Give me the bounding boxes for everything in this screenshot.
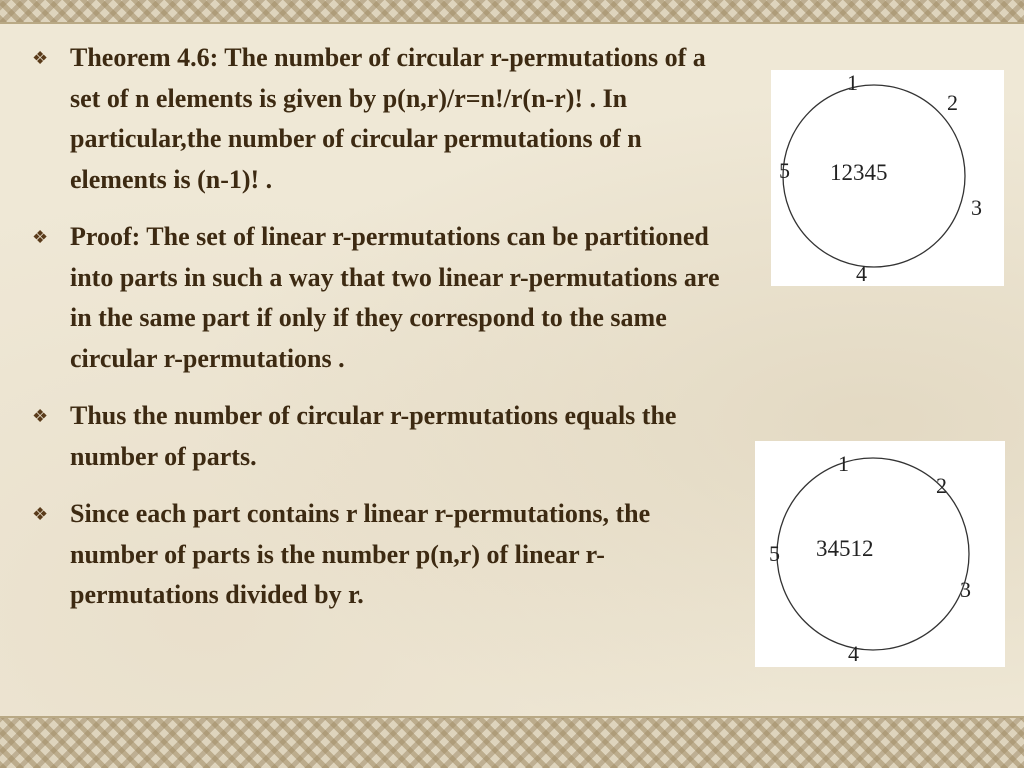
bullet-text: Thus the number of circular r-permutations equals the number of parts. [70, 401, 677, 471]
position-label-2: 2 [936, 473, 947, 498]
position-label-5: 5 [779, 158, 790, 183]
decorative-top-border [0, 0, 1024, 22]
bullet-item-conclusion [30, 494, 720, 616]
position-label-4: 4 [856, 261, 867, 286]
bullet-item-theorem [30, 38, 720, 200]
position-label-4: 4 [848, 641, 859, 666]
center-permutation-label: 12345 [830, 160, 888, 185]
diamond-bullet-icon: ❖ [32, 227, 49, 247]
position-label-3: 3 [960, 577, 971, 602]
bullet-item-parts [30, 396, 720, 477]
position-label-2: 2 [947, 90, 958, 115]
top-border-line [0, 22, 1024, 24]
circular-permutation-figure-1 [771, 70, 1004, 286]
center-permutation-label: 34512 [816, 536, 874, 561]
bullet-text: Theorem 4.6: The number of circular r-permutations of a set of n elements is given by p(n,r)/r=n!/r(n-r)! . In particular,the number of circular permutations of n elements is (n-1)! . [70, 43, 706, 194]
position-label-3: 3 [971, 195, 982, 220]
decorative-bottom-border [0, 718, 1024, 768]
diamond-bullet-icon: ❖ [32, 504, 49, 524]
bullet-list [30, 38, 720, 633]
position-label-5: 5 [769, 541, 780, 566]
position-label-1: 1 [847, 70, 858, 95]
bullet-text: Since each part contains r linear r-permutations, the number of parts is the number p(n,r) of linear r-permutations divided by r. [70, 499, 651, 609]
bullet-text: Proof: The set of linear r-permutations can be partitioned into parts in such a way that two linear r-permutations are in the same part if only if they correspond to the same circular r-permutations . [70, 222, 720, 373]
diamond-bullet-icon: ❖ [32, 406, 49, 426]
bullet-item-proof [30, 217, 720, 379]
circular-permutation-figure-2 [755, 441, 1005, 667]
diamond-bullet-icon: ❖ [32, 48, 49, 68]
circle-diagram-2 [755, 441, 1005, 667]
circle-diagram-1 [771, 70, 1004, 286]
position-label-1: 1 [838, 451, 849, 476]
